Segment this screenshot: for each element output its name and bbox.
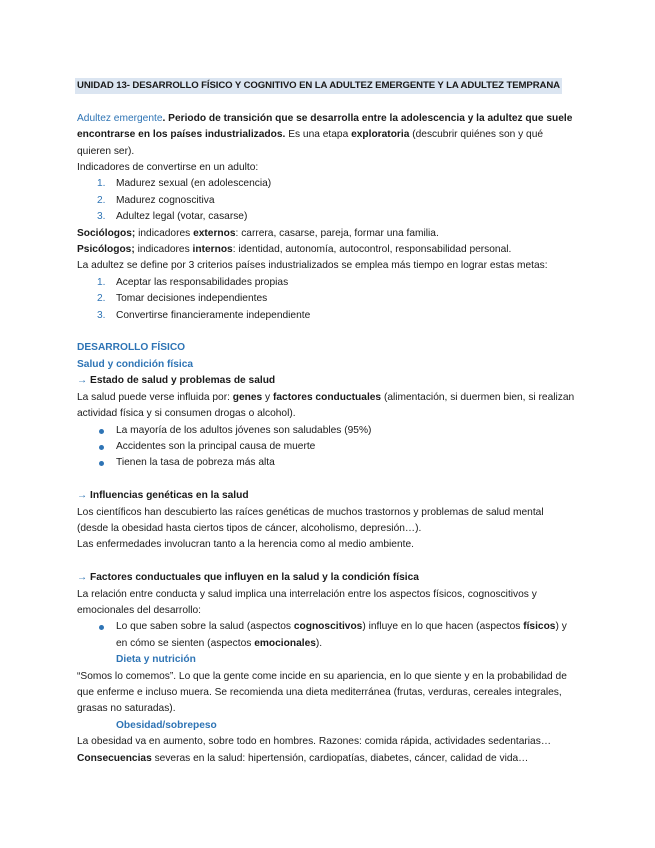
document-body (77, 78, 577, 767)
bullet-icon (99, 625, 104, 630)
estado-salud-paragraph: La salud puede verse influida por: genes y factores conductuales (alimentación, si duermen bien, si realizan actividad física y si consumen drogas o alcohol). (77, 391, 575, 420)
consecuencias-paragraph: Consecuencias severas en la salud: hipertensión, cardiopatías, diabetes, cáncer, calidad de vida… (77, 752, 529, 764)
section-heading-desarrollo-fisico: DESARROLLO FÍSICO (77, 342, 186, 354)
list-item: 3. Adultez legal (votar, casarse) (97, 211, 248, 223)
section-estado-salud-title: → Estado de salud y problemas de salud (77, 375, 276, 387)
arrow-icon: → (77, 375, 88, 387)
arrow-icon: → (77, 490, 88, 502)
document-title: UNIDAD 13- DESARROLLO FÍSICO Y COGNITIVO EN LA ADULTEZ EMERGENTE Y LA ADULTEZ TEMPRANA (77, 78, 577, 94)
criteria-label: La adultez se define por 3 criterios países industrializados se emplea más tiempo en lograr estas metas: (77, 260, 548, 272)
dieta-paragraph: “Somos lo comemos”. Lo que la gente come incide en su apariencia, en lo que siente y en la probabilidad de que enferme e incluso muera. Se recomienda una dieta mediterránea (frutas, verduras, cereales integrales, grasas no saturadas). (77, 670, 567, 715)
bullet-icon (99, 445, 104, 450)
list-item: 2. Tomar decisiones independientes (97, 293, 268, 305)
subheading-dieta: Dieta y nutrición (116, 654, 196, 666)
term-adultez-emergente: Adultez emergente (77, 112, 163, 124)
arrow-icon: → (77, 572, 88, 584)
list-item: Tienen la tasa de pobreza más alta (77, 455, 577, 471)
psicologos-line: Psicólogos; indicadores internos: identidad, autonomía, autocontrol, responsabilidad personal. (77, 244, 512, 256)
list-item: 2. Madurez cognoscitiva (97, 194, 215, 206)
influencias-paragraph: Los científicos han descubierto las raíces genéticas de muchos trastornos y problemas de salud mental (desde la obesidad hasta ciertos tipos de cáncer, alcoholismo, depresión…). (77, 506, 544, 534)
salud-bullets (77, 423, 577, 472)
obesidad-paragraph: La obesidad va en aumento, sobre todo en hombres. Razones: comida rápida, actividades sedentarias… (77, 736, 552, 748)
list-item: Lo que saben sobre la salud (aspectos cognoscitivos) influye en lo que hacen (aspectos físicos) y en cómo se sienten (aspectos emocionales). (77, 619, 577, 652)
list-item: 1. Madurez sexual (en adolescencia) (97, 178, 272, 190)
subheading-obesidad: Obesidad/sobrepeso (116, 719, 217, 731)
subheading-salud: Salud y condición física (77, 358, 194, 370)
enfermedades-paragraph: Las enfermedades involucran tanto a la herencia como al medio ambiente. (77, 539, 414, 551)
bullet-icon (99, 461, 104, 466)
intro-paragraph: Adultez emergente. Periodo de transición que se desarrolla entre la adolescencia y la adultez que suele encontrarse en los países industrializados. Es una etapa exploratoria (descubrir quiénes son y qué quieren ser). (77, 112, 573, 157)
section-influencias-title: → Influencias genéticas en la salud (77, 490, 249, 502)
bullet-icon (99, 429, 104, 434)
list-item: 1. Aceptar las responsabilidades propias (97, 276, 289, 288)
indicators-list (77, 176, 577, 225)
list-item: Accidentes son la principal causa de muerte (77, 439, 577, 455)
section-factores-title: → Factores conductuales que influyen en la salud y la condición física (77, 572, 419, 584)
criteria-list (77, 275, 577, 324)
factores-bullets (77, 619, 577, 652)
factores-paragraph: La relación entre conducta y salud implica una interrelación entre los aspectos físicos, cognoscitivos y emocionales del desarrollo: (77, 588, 537, 616)
list-item: La mayoría de los adultos jóvenes son saludables (95%) (77, 423, 577, 439)
list-item: 3. Convertirse financieramente independiente (97, 309, 311, 321)
indicators-label: Indicadores de convertirse en un adulto: (77, 162, 259, 174)
sociologos-line: Sociólogos; indicadores externos: carrera, casarse, pareja, formar una familia. (77, 227, 439, 239)
